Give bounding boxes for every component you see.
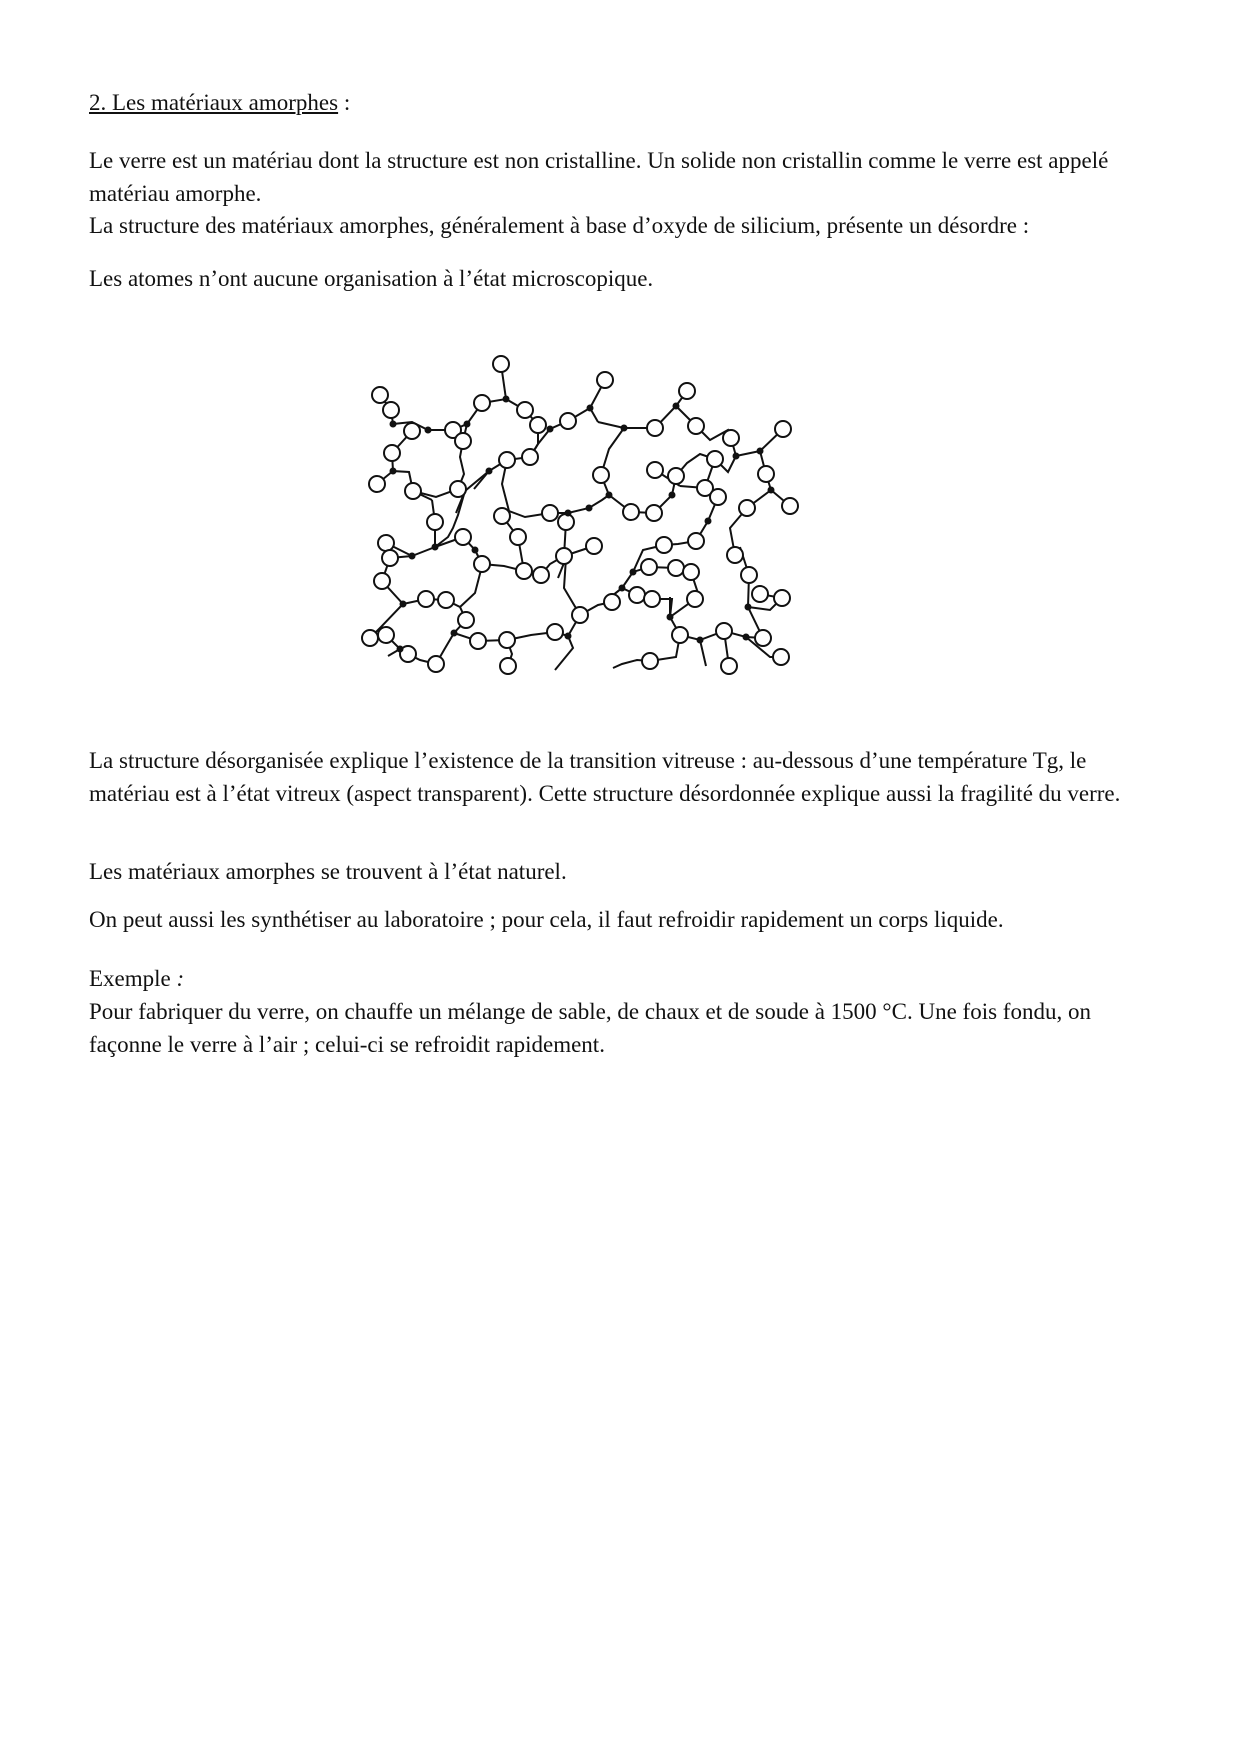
paragraph-natural-state: Les matériaux amorphes se trouvent à l’état naturel. (89, 859, 567, 884)
section-heading-colon: : (338, 90, 351, 115)
paragraph-synthesis: On peut aussi les synthétiser au laboratoire ; pour cela, il faut refroidir rapidement un corps liquide. (89, 907, 1004, 932)
oxygen-atoms (362, 356, 798, 674)
section-heading-title: 2. Les matériaux amorphes (89, 90, 339, 115)
example-label: Exemple (89, 966, 171, 991)
paragraph-structure: La structure des matériaux amorphes, généralement à base d’oxyde de silicium, présente un désordre : (89, 213, 1030, 238)
network-svg (350, 350, 890, 760)
example-text: Pour fabriquer du verre, on chauffe un mélange de sable, de chaux et de soude à 1500 °C. Une fois fondu, on façonne le verre à l’air ; celui-ci se refroidit rapidement. (89, 999, 1091, 1057)
paragraph-glass-transition: La structure désorganisée explique l’existence de la transition vitreuse : au-dessous d’une température Tg, le matériau est à l’état vitreux (aspect transparent). Cette structure désordonnée explique aussi la fragilité du verre. (89, 748, 1121, 806)
section-heading (89, 86, 1159, 119)
paragraph-definition: Le verre est un matériau dont la structure est non cristalline. Un solide non cristallin comme le verre est appelé matériau amorphe. (89, 148, 1109, 206)
amorphous-network-figure (350, 350, 890, 760)
example-block (89, 962, 1159, 1061)
paragraph-atoms: Les atomes n’ont aucune organisation à l’état microscopique. (89, 266, 654, 291)
example-colon: : (170, 966, 185, 991)
